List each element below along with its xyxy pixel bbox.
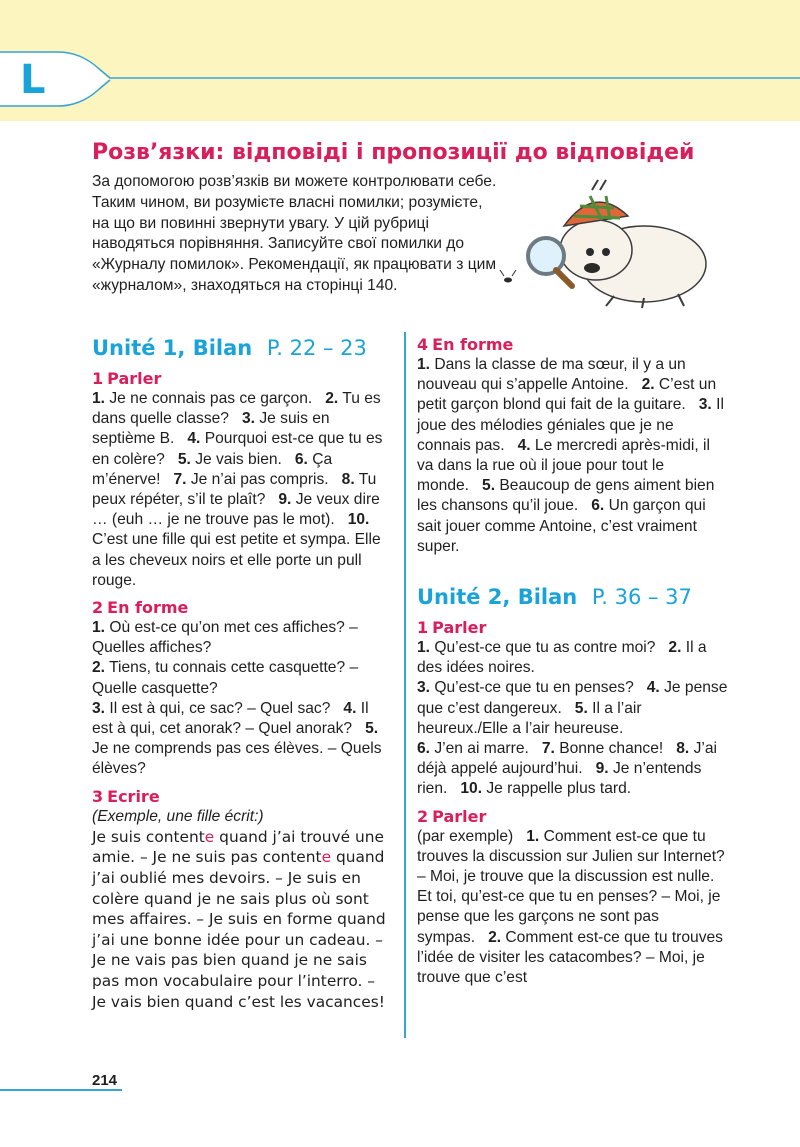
item-text: Comment est-ce que tu trouves la discussion sur Julien sur Internet? – Moi, je trouve que la discussion est nulle. Et toi, qu’est-ce que tu en penses? – Moi, je pense que les garçons ne sont pas sympas. bbox=[417, 827, 725, 946]
detective-dog-with-magnifier-icon bbox=[494, 172, 726, 310]
item-text: Pourquoi est-ce que tu es en colère? bbox=[92, 430, 383, 468]
header-decor-line bbox=[0, 0, 800, 121]
column-divider bbox=[404, 332, 406, 1038]
unit1-section1-heading bbox=[92, 368, 392, 389]
item-text: Tu peux répéter, s’il te plaît? bbox=[92, 470, 377, 509]
section-number: 1 bbox=[417, 618, 429, 638]
item-text: Ça m’énerve! bbox=[92, 450, 333, 488]
item-number: 3. bbox=[698, 396, 712, 414]
item-text: Il a des idées noires. bbox=[417, 639, 707, 677]
section-title: Parler bbox=[432, 806, 487, 826]
item-number: 6. bbox=[294, 450, 308, 468]
item-text: J’ai déjà appelé aujourd’hui. bbox=[417, 740, 717, 778]
unit1-section1-text bbox=[92, 389, 392, 591]
feminine-ending: e bbox=[321, 848, 332, 867]
item-number: 3. bbox=[92, 699, 106, 717]
unit1-section4-heading bbox=[417, 334, 729, 355]
item-number: 2. bbox=[641, 376, 655, 394]
section-title: En forme bbox=[432, 335, 514, 354]
item-number: 10. bbox=[460, 780, 483, 798]
item-number: 1. bbox=[526, 827, 540, 845]
item-number: 4. bbox=[517, 436, 531, 454]
item-number: 2. bbox=[488, 928, 502, 946]
item-number: 5. bbox=[482, 477, 496, 495]
item-number: 5. bbox=[574, 699, 588, 717]
section-number: 4 bbox=[417, 335, 429, 354]
item-number: 1. bbox=[92, 619, 106, 637]
section-number: 2 bbox=[92, 598, 104, 618]
item-number: 8. bbox=[341, 470, 355, 488]
item-text: Il joue des mélodies géniales que je ne connais pas. bbox=[417, 396, 724, 454]
item-number: 1. bbox=[417, 639, 431, 657]
item-number: 9. bbox=[595, 760, 609, 778]
section-title: Ecrire bbox=[107, 786, 160, 806]
handwritten-example bbox=[92, 827, 392, 1012]
unit1-section4-text bbox=[417, 355, 729, 557]
item-text: Le mercredi après-midi, il va dans la rue où il joue pour tout le monde. bbox=[417, 436, 710, 495]
item-text: Où est-ce qu’on met ces affiches? – Quelles affiches? bbox=[92, 619, 358, 657]
item-number: 7. bbox=[173, 470, 187, 488]
item-text: Tiens, tu connais cette casquette? – Quelle casquette? bbox=[92, 659, 359, 697]
item-text: C’est une fille qui est petite et sympa. Elle a les cheveux noirs et elle porte un pull rouge. bbox=[92, 531, 381, 589]
item-text: C’est un petit garçon blond qui fait de la guitare. bbox=[417, 376, 717, 414]
page-title: Розв’язки: відповіді і пропозиції до відповідей bbox=[92, 140, 695, 165]
page-number: 214 bbox=[92, 1072, 118, 1089]
unit1-section3-heading bbox=[92, 786, 392, 807]
example-part: quand j’ai oublié mes devoirs. – Je suis en colère quand je ne sais plus où sont mes affaires. – Je suis en forme quand j’ai une bonne idée pour un cadeau. – Je ne vais pas bien quand je ne sais pas mon vocabulaire pour l’interro. – Je vais bien quand c’est les vacances! bbox=[92, 848, 386, 1011]
item-number: 8. bbox=[676, 740, 690, 758]
item-number: 1. bbox=[417, 356, 431, 373]
feminine-ending: e bbox=[204, 827, 215, 846]
item-text: Je pense que c’est dangereux. bbox=[417, 679, 728, 717]
unit2-section1-heading bbox=[417, 617, 729, 638]
item-number: 7. bbox=[541, 740, 555, 758]
unit2-title bbox=[417, 583, 729, 611]
item-text: Je ne connais pas ce garçon. bbox=[109, 390, 313, 407]
section-title: Parler bbox=[107, 369, 162, 388]
item-text: Qu’est-ce que tu as contre moi? bbox=[434, 639, 656, 657]
right-column bbox=[417, 334, 729, 988]
example-part: quand j’ai trouvé une amie. – Je ne suis pas content bbox=[92, 827, 384, 867]
item-number: 6. bbox=[417, 740, 431, 758]
item-number: 3. bbox=[241, 410, 255, 428]
footer-line bbox=[0, 1089, 122, 1091]
item-text: Il est à qui, cet anorak? – Quel anorak? bbox=[92, 699, 369, 738]
unit2-section2-heading bbox=[417, 806, 729, 827]
unit1-section2-heading bbox=[92, 597, 392, 618]
item-number: 5. bbox=[177, 450, 191, 468]
item-text: J’en ai marre. bbox=[434, 740, 529, 758]
item-text: Beaucoup de gens aiment bien les chansons qu’il joue. bbox=[417, 477, 715, 515]
item-number: 10. bbox=[347, 511, 370, 529]
item-text: Tu es dans quelle classe? bbox=[92, 390, 381, 428]
section-number: 2 bbox=[417, 806, 429, 826]
item-number: 5. bbox=[365, 720, 379, 738]
item-text: Je vais bien. bbox=[195, 450, 282, 468]
item-text: Je n’entends rien. bbox=[417, 760, 702, 798]
unit2-section1-text bbox=[417, 638, 729, 800]
item-number: 2. bbox=[92, 659, 106, 677]
item-number: 4. bbox=[343, 699, 357, 717]
item-number: 2. bbox=[668, 639, 682, 657]
intro-text: За допомогою розв’язків ви можете контролювати себе. Таким чином, ви розумієте власні помилки; розумієте, на що ви повинні звернути увагу. У цій рубриці наводяться порівняння. Записуйте свої помилки до «Журналу помилок». Рекомендації, як працювати з цим «журналом», знаходяться на сторінці 140. bbox=[92, 173, 497, 294]
item-text: Il a l’air heureux./Elle a l’air heureuse. bbox=[417, 699, 642, 737]
item-text: Je ne comprends pas ces élèves. – Quels élèves? bbox=[92, 740, 382, 778]
item-number: 1. bbox=[92, 390, 106, 407]
unit2-pages: P. 36 – 37 bbox=[591, 585, 692, 610]
item-text: Un garçon qui sait jouer comme Antoine, c’est vraiment super. bbox=[417, 497, 706, 555]
item-text: Il est à qui, ce sac? – Quel sac? bbox=[109, 699, 331, 717]
item-text: Comment est-ce que tu trouves l’idée de visiter les catacombes? – Moi, je trouve que c’est bbox=[417, 928, 723, 987]
item-number: 9. bbox=[278, 491, 292, 509]
item-number: 4. bbox=[646, 679, 660, 697]
section-title: En forme bbox=[107, 598, 189, 618]
item-text: Je n’ai pas compris. bbox=[190, 470, 329, 488]
example-note: (Exemple, une fille écrit:) bbox=[92, 807, 264, 825]
unit1-pages: P. 22 – 23 bbox=[266, 336, 367, 360]
item-text: Qu’est-ce que tu en penses? bbox=[434, 679, 634, 697]
item-text: Je suis en septième B. bbox=[92, 410, 330, 448]
section-number: 3 bbox=[92, 786, 104, 806]
item-text: Je veux dire … (euh … je ne trouve pas le mot). bbox=[92, 491, 380, 529]
left-column bbox=[92, 334, 392, 1012]
unit1-title-text: Unité 1, Bilan bbox=[92, 336, 253, 360]
section-number: 1 bbox=[92, 369, 104, 388]
unit2-title-text: Unité 2, Bilan bbox=[417, 585, 578, 610]
item-text: Dans la classe de ma sœur, il y a un nouveau qui s’appelle Antoine. bbox=[417, 356, 686, 394]
item-number: 2. bbox=[325, 390, 339, 407]
unit2-section2-text bbox=[417, 827, 729, 989]
item-text: Bonne chance! bbox=[559, 740, 664, 758]
section-letter: L bbox=[20, 57, 46, 103]
unit1-title bbox=[92, 334, 392, 362]
unit1-section2-text bbox=[92, 618, 392, 780]
item-number: 4. bbox=[187, 430, 201, 448]
item-number: 3. bbox=[417, 679, 431, 697]
item-number: 6. bbox=[591, 497, 605, 515]
item-text: Je rappelle plus tard. bbox=[486, 780, 632, 798]
example-part: Je suis content bbox=[92, 827, 205, 846]
example-prefix: (par exemple) bbox=[417, 827, 514, 845]
section-title: Parler bbox=[432, 618, 487, 638]
